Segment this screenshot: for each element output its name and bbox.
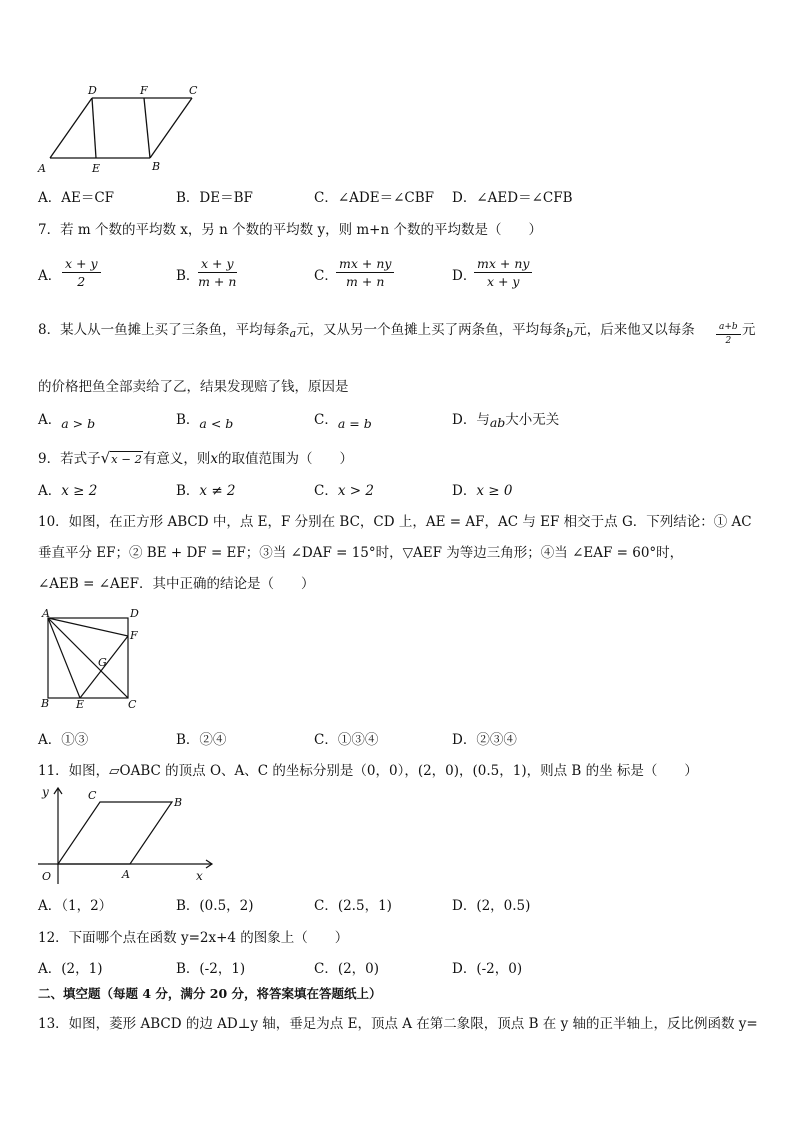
fig10-label-c: C [128,698,137,711]
fig11-label-b: B [174,796,183,809]
q7-option-a-letter: A． [38,268,62,284]
q6-figure [32,80,212,178]
q6-option-d: D．∠AED＝∠CFB [452,190,573,206]
option-letter: B． [176,483,200,499]
q9-stem-part3: 的取值范围为（ ） [218,451,354,467]
fraction-denominator: x + y [486,274,520,289]
fig11-parallelogram [58,802,172,864]
q10-figure [36,606,148,712]
q11-stem: 11．如图，▱OABC 的顶点 O、A、C 的坐标分别是（0，0），(2，0)，(0.5，1)，则点 B 的坐 标是（ ） [38,763,698,779]
q10-option-c: C．①③④ [314,732,379,748]
q10-stem-line2: 垂直平分 EF；② BE + DF = EF；③当 ∠DAF = 15°时，▽AEF 为等边三角形；④当 ∠EAF = 60°时， [38,545,684,561]
q7-option-c-letter: C． [314,268,338,284]
fig10-label-b: B [41,697,50,710]
option-letter: D． [452,412,477,428]
q11-figure [34,782,220,888]
option-expression: a > b [61,416,96,431]
option-expression: a < b [199,416,234,431]
fraction-numerator: x + y [62,256,101,273]
q7-option-b-letter: B． [176,268,200,284]
q8-stem-part1: 8．某人从一鱼摊上买了三条鱼，平均每条 [38,322,290,338]
q9-option-a [38,479,97,499]
q10-option-a: A．①③ [38,732,89,748]
fig11-label-x: x [196,869,203,883]
fraction-numerator: a+b [716,322,741,335]
option-expression: x > 2 [337,483,374,499]
fig11-label-a: A [122,868,130,881]
fig10-label-a: A [42,607,50,620]
option-post: 大小无关 [505,412,560,428]
option-letter: A． [38,483,62,499]
option-letter: A． [38,412,62,428]
fig6-side-cb [150,98,192,158]
fig6-label-d: D [88,84,97,97]
q9-stem-part2: 有意义，则 [142,451,211,467]
q12-option-d: D．(-2，0) [452,961,523,977]
q12-option-c: C．(2，0) [314,961,380,977]
option-letter: C． [314,412,338,428]
q8-stem [38,318,695,338]
q12-stem: 12．下面哪个点在函数 y=2x+4 的图象上（ ） [38,930,349,946]
q6-option-c: C．∠ADE＝∠CBF [314,190,434,206]
option-expression: x ≠ 2 [199,483,236,499]
fig6-side-ad [50,98,92,158]
q8-option-a [38,408,96,431]
fraction-numerator: x + y [198,256,237,273]
q6-option-b: B．DE＝BF [176,190,253,206]
option-expression: x ≥ 0 [476,483,513,499]
fraction-denominator: 2 [77,274,86,289]
q7-option-d-fraction [474,256,532,289]
fig6-label-b: B [152,160,161,173]
option-expression: a = b [337,416,372,431]
option-letter: C． [314,483,338,499]
q9-var-x: x [210,451,219,467]
q7-option-a-fraction [62,256,101,289]
q7-stem: 7．若 m 个数的平均数 x，另 n 个数的平均数 y，则 m+n 个数的平均数是（ ） [38,222,542,238]
fig11-label-o: O [42,870,52,883]
option-pre: 与 [476,412,490,428]
fig6-label-e: E [92,162,101,175]
fig10-label-e: E [76,698,85,711]
option-expression: ab [489,415,506,430]
q7-option-b-fraction [198,256,237,289]
q11-option-c: C．(2.5，1) [314,898,392,914]
q10-stem-line3: ∠AEB = ∠AEF．其中正确的结论是（ ） [38,576,315,592]
q8-stem-part4: 元 [742,322,756,338]
fraction-denominator: m + n [346,274,385,289]
fraction-numerator: mx + ny [474,256,532,273]
fig10-segment-ae [48,618,80,698]
section-title: 二、填空题（每题 4 分，满分 20 分，将答案填在答题纸上） [38,986,382,1001]
q8-price-fraction [716,322,741,347]
q8-option-d [452,408,559,428]
fig6-segment-fb [144,98,150,158]
fraction-numerator: mx + ny [336,256,394,273]
q11-option-d: D．(2，0.5) [452,898,531,914]
fig6-segment-de [92,98,96,158]
fig10-diagonal-ac [48,618,128,698]
q7-option-c-fraction [336,256,394,289]
fig10-segment-af [48,618,128,636]
q8-option-b [176,408,234,431]
q8-option-c [314,408,372,431]
q8-stem-part3: 元，后来他又以每条 [573,322,695,338]
fig11-label-c: C [88,789,97,802]
q12-option-b: B．(-2，1) [176,961,246,977]
q10-option-b: B．②④ [176,732,227,748]
fig6-label-c: C [189,84,198,97]
fraction-denominator: m + n [198,274,237,289]
q12-option-a: A．(2，1) [38,961,103,977]
q10-option-d: D．②③④ [452,732,517,748]
q9-option-c [314,479,374,499]
fig11-label-y: y [42,785,49,799]
q11-option-b: B．(0.5，2) [176,898,254,914]
fig10-label-g: G [98,656,107,669]
fig6-label-f: F [140,84,148,97]
q9-option-d [452,479,512,499]
option-letter: D． [452,483,477,499]
q7-option-d-letter: D． [452,268,477,284]
option-letter: B． [176,412,200,428]
q11-option-a: A．（1，2） [38,898,113,914]
fig6-label-a: A [38,162,46,175]
q9-stem [38,447,353,467]
q8-var-a: a [289,327,297,340]
q8-var-b: b [566,327,574,340]
q9-option-b [176,479,236,499]
q9-stem-part1: 9．若式子 [38,451,101,467]
q10-stem-line1: 10．如图，在正方形 ABCD 中，点 E，F 分别在 BC，CD 上，AE = AF，AC 与 EF 相交于点 G．下列结论：① AC [38,514,752,530]
fraction-denominator: 2 [725,336,732,346]
q13-stem: 13．如图，菱形 ABCD 的边 AD⊥y 轴，垂足为点 E，顶点 A 在第二象限，顶点 B 在 y 轴的正半轴上，反比例函数 y= [38,1016,758,1032]
fig10-label-f: F [130,629,138,642]
q8-stem-part2: 元，又从另一个鱼摊上买了两条鱼，平均每条 [296,322,567,338]
option-expression: x ≥ 2 [61,483,98,499]
q8-stem-line2: 的价格把鱼全部卖给了乙，结果发现赔了钱，原因是 [38,379,349,395]
sqrt-icon: √ [100,449,111,467]
q6-option-a: A．AE＝CF [38,190,115,206]
q9-radicand: x − 2 [111,452,142,466]
fig10-label-d: D [130,607,139,620]
